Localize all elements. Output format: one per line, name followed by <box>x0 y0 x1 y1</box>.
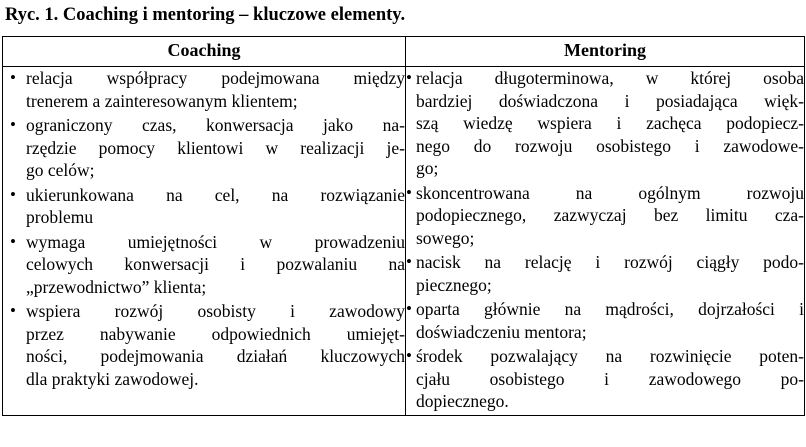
mentoring-list-item <box>406 298 804 343</box>
coaching-list-item <box>3 231 405 299</box>
coaching-item-line: wspiera rozwój osobisty i zawodowy <box>26 301 405 321</box>
mentoring-item-line: oparta głównie na mądrości, dojrzałości i <box>416 299 804 319</box>
bullet-icon: • <box>10 231 16 251</box>
bullet-icon: • <box>10 115 16 134</box>
coaching-item-line: celowych konwersacji i pozwalaniu na <box>26 254 405 274</box>
bullet-icon: • <box>406 346 412 365</box>
bullet-icon: • <box>406 68 412 87</box>
coaching-list-item <box>3 300 405 390</box>
coaching-item-line: przez nabywanie odpowiednich umiejęt- <box>26 323 405 344</box>
coaching-item-line: „przewodnictwo” klienta; <box>26 276 207 297</box>
mentoring-list-item <box>406 251 804 296</box>
bullet-icon: • <box>10 68 16 87</box>
coaching-list-item <box>3 67 405 112</box>
mentoring-list-item <box>406 67 804 180</box>
mentoring-item-line: go; <box>416 158 439 178</box>
bullet-icon: • <box>406 252 412 271</box>
mentoring-item-line: nacisk na relację i rozwój ciągły podo- <box>416 252 804 272</box>
column-header-coaching: Coaching <box>3 37 406 67</box>
coaching-list-item <box>3 114 405 182</box>
mentoring-list-item <box>406 182 804 250</box>
mentoring-item-line: sowego; <box>416 227 475 248</box>
coaching-item-line: ności, podejmowania działań kluczowych <box>26 346 405 366</box>
coaching-cell <box>3 67 406 416</box>
mentoring-cell <box>406 67 805 416</box>
mentoring-item-line: piecznego; <box>416 274 492 295</box>
column-header-mentoring: Mentoring <box>406 37 805 67</box>
coaching-item-line: problemu <box>26 207 94 227</box>
coaching-item-line: dla praktyki zawodowej. <box>26 368 199 389</box>
coaching-list <box>3 67 405 390</box>
mentoring-item-line: szą wiedzę wspiera i zachęca podopiecz- <box>416 113 804 133</box>
coaching-item-line: ukierunkowana na cel, na rozwiązanie <box>26 184 405 205</box>
mentoring-list <box>406 67 804 413</box>
coaching-list-item <box>3 184 405 229</box>
bullet-icon: • <box>406 182 412 202</box>
mentoring-item-line: skoncentrowana na ogólnym rozwoju <box>416 182 804 203</box>
mentoring-item-line: cjału osobistego i zawodowego po- <box>416 368 804 389</box>
coaching-item-line: wymaga umiejętności w prowadzeniu <box>26 231 405 252</box>
coaching-item-line: go celów; <box>26 160 95 180</box>
bullet-icon: • <box>10 184 16 204</box>
mentoring-item-line: bardziej doświadczona i posiadająca więk- <box>416 90 804 111</box>
coaching-item-line: ograniczony czas, konwersacja jako na- <box>26 115 405 135</box>
table-body-row <box>3 67 805 416</box>
mentoring-item-line: podopiecznego, zazwyczaj bez limitu cza- <box>416 205 804 225</box>
bullet-icon: • <box>406 299 412 318</box>
mentoring-item-line: relacja długoterminowa, w której osoba <box>416 68 804 88</box>
mentoring-item-line: środek pozwalający na rozwinięcie poten- <box>416 346 804 366</box>
coaching-item-line: trenerem a zainteresowanym klientem; <box>26 90 298 111</box>
coaching-item-line: rzędzie pomocy klientowi w realizacji je- <box>26 137 405 158</box>
figure-caption: Ryc. 1. Coaching i mentoring – kluczowe elementy. <box>5 5 406 25</box>
mentoring-item-line: doświadczeniu mentora; <box>416 321 587 342</box>
coaching-item-line: relacja współpracy podejmowana między <box>26 68 405 88</box>
bullet-icon: • <box>10 301 16 320</box>
table-header-row <box>3 37 805 67</box>
comparison-table <box>2 36 805 416</box>
mentoring-list-item <box>406 345 804 413</box>
mentoring-item-line: nego do rozwoju osobistego i zawodowe- <box>416 135 804 156</box>
mentoring-item-line: dopiecznego. <box>416 391 509 411</box>
